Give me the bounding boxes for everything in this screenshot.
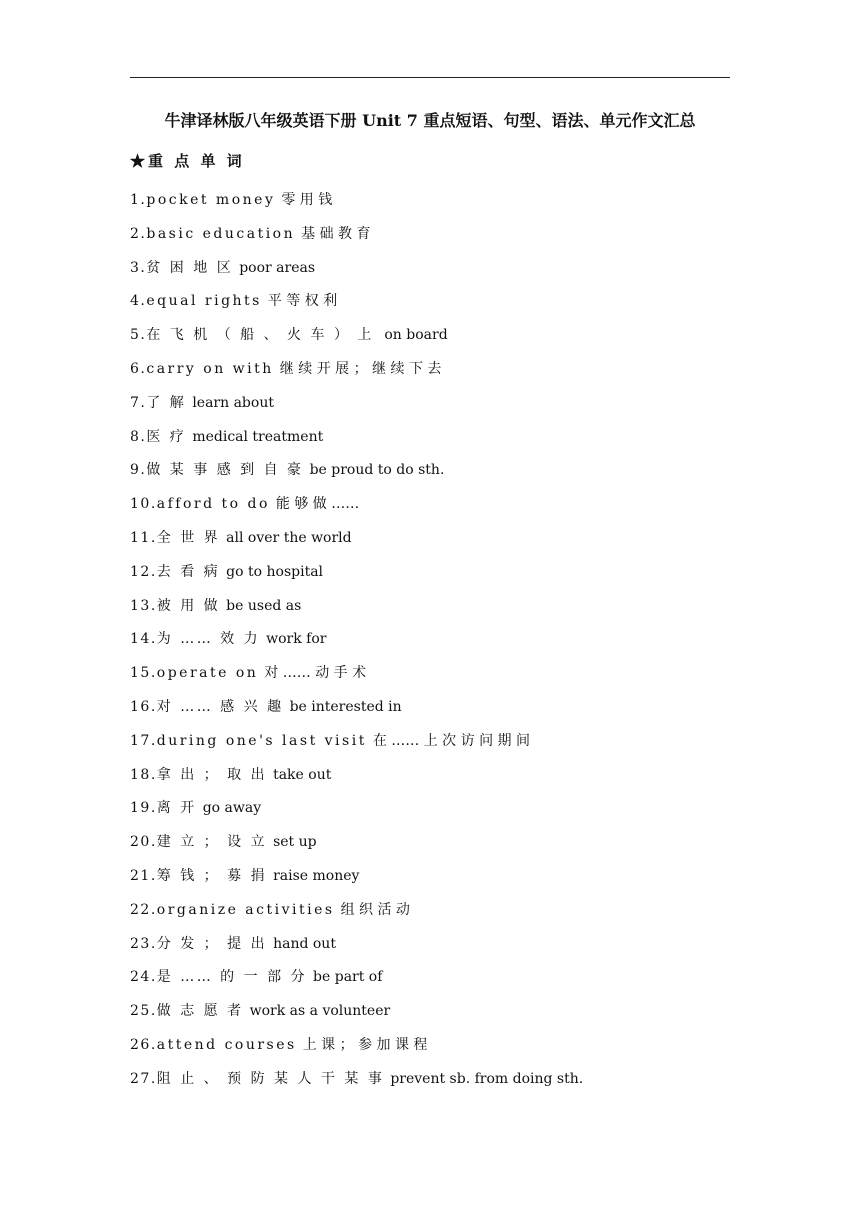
vocab-item-number: 10. <box>130 496 157 513</box>
vocab-item-meaning: be part of <box>313 969 383 986</box>
vocab-item-number: 20. <box>130 834 157 851</box>
vocab-item-meaning: learn about <box>192 394 274 411</box>
vocab-item <box>130 932 583 966</box>
vocab-item-meaning: 基 础 教 育 <box>301 225 371 242</box>
vocab-item <box>130 661 583 695</box>
vocab-item-number: 24. <box>130 969 157 986</box>
vocab-item-number: 12. <box>130 563 157 580</box>
vocab-item-meaning: raise money <box>273 867 360 884</box>
vocab-item-meaning: all over the world <box>226 529 352 546</box>
vocab-item-term: 分 发 ； 提 出 <box>156 935 268 952</box>
vocab-item-number: 15. <box>130 665 157 682</box>
vocab-item-meaning: poor areas <box>239 259 316 276</box>
vocab-item-meaning: take out <box>273 766 332 783</box>
vocab-item-term: basic education <box>146 225 296 242</box>
vocab-item-term: attend courses <box>156 1036 297 1053</box>
vocab-item-number: 7. <box>130 394 147 411</box>
vocab-item-term: 阻 止 、 预 防 某 人 干 某 事 <box>156 1070 385 1087</box>
vocab-item <box>130 695 583 729</box>
vocab-item-meaning: work for <box>266 631 327 648</box>
vocab-item <box>130 627 583 661</box>
vocab-item <box>130 526 583 560</box>
vocab-item <box>130 492 583 526</box>
vocab-item-number: 13. <box>130 597 157 614</box>
vocab-item <box>130 458 583 492</box>
vocab-item-number: 21. <box>130 867 157 884</box>
vocab-item-meaning: medical treatment <box>192 428 324 445</box>
vocab-item-number: 3. <box>130 259 147 276</box>
vocab-item-term: 做 志 愿 者 <box>156 1003 244 1020</box>
vocab-item-term: organize activities <box>156 901 335 918</box>
vocab-item <box>130 323 583 357</box>
vocab-item-number: 16. <box>130 698 157 715</box>
vocab-item-term: 为 …… 效 力 <box>156 631 261 648</box>
vocab-item <box>130 188 583 222</box>
document-title: 牛津译林版八年级英语下册 Unit 7 重点短语、句型、语法、单元作文汇总 <box>164 111 696 130</box>
vocab-item-term: equal rights <box>146 293 262 310</box>
vocab-item-number: 19. <box>130 800 157 817</box>
vocab-list <box>130 188 583 1101</box>
vocab-item <box>130 222 583 256</box>
vocab-item-number: 14. <box>130 631 157 648</box>
vocab-item <box>130 864 583 898</box>
vocab-item-term: afford to do <box>156 496 270 513</box>
vocab-item-meaning: 在 …… 上 次 访 问 期 间 <box>372 732 530 749</box>
vocab-item-term: 拿 出 ； 取 出 <box>156 766 268 783</box>
vocab-item-term: 对 …… 感 兴 趣 <box>156 698 284 715</box>
vocab-item-term: 建 立 ； 设 立 <box>156 834 268 851</box>
vocab-item-term: 在 飞 机 （ 船 、 火 车 ） 上 <box>146 327 374 344</box>
vocab-item-meaning: go to hospital <box>226 563 324 580</box>
vocab-item-meaning: 对 …… 动 手 术 <box>264 665 367 682</box>
vocab-item <box>130 425 583 459</box>
vocab-item <box>130 796 583 830</box>
vocab-item-meaning: 平 等 权 利 <box>267 293 338 310</box>
vocab-item-number: 5. <box>130 327 147 344</box>
vocab-item-meaning: be proud to do sth. <box>309 462 445 479</box>
vocab-item-meaning: be used as <box>226 597 302 614</box>
vocab-item-term: pocket money <box>146 192 276 208</box>
vocab-item-term: 离 开 <box>156 800 197 817</box>
vocab-item-number: 6. <box>130 360 147 377</box>
vocab-item <box>130 1033 583 1067</box>
vocab-item-term: 医 疗 <box>146 428 187 445</box>
vocab-item <box>130 594 583 628</box>
vocab-item-meaning: prevent sb. from doing sth. <box>390 1070 584 1087</box>
vocab-item <box>130 830 583 864</box>
vocab-item <box>130 965 583 999</box>
vocab-item <box>130 898 583 932</box>
vocab-item-number: 4. <box>130 293 147 310</box>
vocab-item-number: 9. <box>130 462 147 479</box>
vocab-item-term: 全 世 界 <box>156 529 221 546</box>
section-heading-key-words: ★重 点 单 词 <box>130 152 245 170</box>
vocab-item-number: 23. <box>130 935 157 952</box>
vocab-item-meaning: 组 织 活 动 <box>340 901 410 918</box>
vocab-item-term: 被 用 做 <box>156 597 221 614</box>
vocab-item-number: 26. <box>130 1036 157 1053</box>
vocab-item-number: 1. <box>130 192 147 208</box>
vocab-item <box>130 560 583 594</box>
vocab-item-term: 做 某 事 感 到 自 豪 <box>146 462 304 479</box>
vocab-item-term: during one's last visit <box>156 732 367 749</box>
vocab-item-number: 25. <box>130 1003 157 1020</box>
vocab-item-number: 17. <box>130 732 157 749</box>
vocab-item-meaning: 零 用 钱 <box>281 192 333 208</box>
vocab-item <box>130 256 583 290</box>
vocab-item-number: 18. <box>130 766 157 783</box>
vocab-item <box>130 1067 583 1101</box>
vocab-item-meaning: go away <box>202 800 262 817</box>
vocab-item-term: operate on <box>156 665 259 682</box>
vocab-item <box>130 763 583 797</box>
vocab-item-term: 筹 钱 ； 募 捐 <box>156 867 268 884</box>
vocab-item-number: 27. <box>130 1070 157 1087</box>
vocab-item <box>130 391 583 425</box>
vocab-item-term: 了 解 <box>146 394 187 411</box>
vocab-item-term: 贫 困 地 区 <box>146 259 234 276</box>
vocab-item <box>130 729 583 763</box>
vocab-item-meaning: hand out <box>273 935 336 952</box>
vocab-item-meaning: 能 够 做 …… <box>275 496 360 513</box>
vocab-item-meaning: 继 续 开 展 ； 继 续 下 去 <box>279 360 442 377</box>
vocab-item <box>130 999 583 1033</box>
header-rule <box>130 77 730 78</box>
vocab-item-number: 8. <box>130 428 147 445</box>
vocab-item <box>130 289 583 323</box>
vocab-item-term: 去 看 病 <box>156 563 221 580</box>
vocab-item-number: 22. <box>130 901 157 918</box>
vocab-item-meaning: set up <box>273 834 317 851</box>
vocab-item-number: 11. <box>130 529 157 546</box>
vocab-item-meaning: work as a volunteer <box>249 1003 391 1020</box>
vocab-item-number: 2. <box>130 225 147 242</box>
vocab-item-meaning: 上 课 ； 参 加 课 程 <box>302 1036 428 1053</box>
vocab-item-term: 是 …… 的 一 部 分 <box>156 969 308 986</box>
vocab-item-meaning: on board <box>379 327 448 344</box>
vocab-item-meaning: be interested in <box>289 698 402 715</box>
vocab-item <box>130 357 583 391</box>
vocab-item-term: carry on with <box>146 360 274 377</box>
